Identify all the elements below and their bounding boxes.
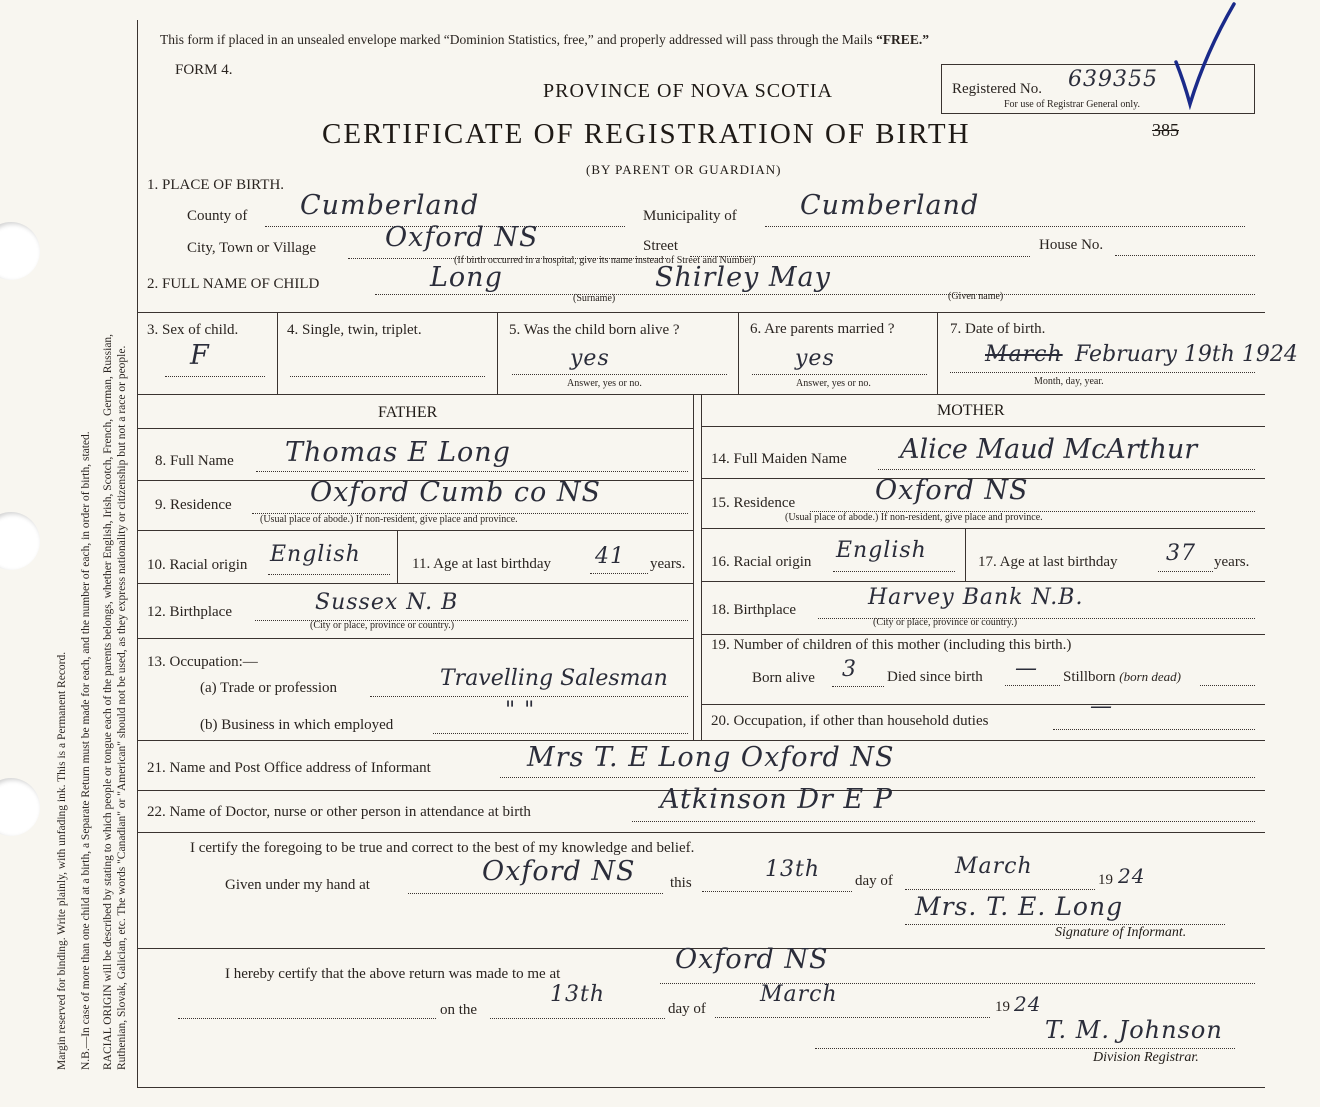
mother-residence-value: Oxford NS (875, 475, 1029, 506)
city-value: Oxford NS (385, 222, 539, 253)
province-heading: PROVINCE OF NOVA SCOTIA (543, 80, 833, 102)
mother-years-label: years. (1214, 554, 1250, 570)
registrar-place-value: Oxford NS (675, 944, 829, 975)
corner-number: 385 (1152, 120, 1179, 140)
row-divider-informant (137, 740, 1265, 741)
mother-name-label: 14. Full Maiden Name (711, 451, 847, 467)
father-trade-line (370, 696, 688, 697)
registrar-month-line (715, 1017, 990, 1018)
form-number: FORM 4. (175, 62, 233, 78)
parents-divider-right (701, 394, 702, 740)
sex-value: F (190, 340, 210, 371)
house-label: House No. (1039, 237, 1104, 253)
plurality-label: 4. Single, twin, triplet. (287, 322, 422, 338)
given-place-value: Oxford NS (482, 856, 636, 887)
plurality-line (290, 376, 485, 377)
margin-note-3: RACIAL ORIGIN will be described by stating to which people or tongue each of the parents belongs, whether English, Irish, Scotch, French, German, Russian, (102, 333, 114, 1070)
registrar-on-the-label: on the (440, 1002, 478, 1018)
cert-year-prefix: 19 (1098, 872, 1113, 888)
dob-label: 7. Date of birth. (950, 321, 1046, 337)
col-divider-4 (497, 312, 498, 394)
col-divider-5 (738, 312, 739, 394)
father-trade-value: Travelling Salesman (440, 666, 668, 691)
registrar-statement: I hereby certify that the above return was made to me at (225, 966, 561, 982)
house-line (1115, 255, 1255, 256)
born-alive-line (512, 374, 727, 375)
mother-occupation-value: — (1090, 694, 1113, 719)
mother-birthplace-label: 18. Birthplace (711, 602, 796, 618)
mother-heading-rule (701, 426, 1265, 427)
cert-day-of-label: day of (855, 873, 893, 889)
surname-caption: (Surname) (573, 293, 616, 304)
informant-signature: Mrs. T. E. Long (915, 892, 1124, 921)
father-age-value: 41 (595, 544, 625, 569)
child-name-label: 2. FULL NAME OF CHILD (147, 276, 320, 292)
father-birthplace-caption: (City or place, province or country.) (310, 620, 455, 631)
father-residence-label: 9. Residence (155, 497, 232, 513)
street-label: Street (643, 238, 678, 254)
dob-line (950, 372, 1255, 373)
father-rule-4 (137, 638, 693, 639)
father-name-line (256, 471, 688, 472)
stillborn-caption: (born dead) (1119, 669, 1182, 684)
county-value: Cumberland (300, 190, 480, 221)
informant-label: 21. Name and Post Office address of Informant (147, 760, 431, 776)
doctor-line (632, 821, 1255, 822)
born-alive-caption: Answer, yes or no. (567, 378, 642, 389)
father-business-line (433, 733, 688, 734)
mother-birthplace-caption: (City or place, province or country.) (873, 617, 1018, 628)
father-age-label: 11. Age at last birthday (412, 556, 551, 572)
father-rule-2 (137, 530, 693, 531)
father-residence-caption: (Usual place of abode.) If non-resident, give place and province. (260, 514, 518, 525)
municipality-line (765, 226, 1245, 227)
father-racial-divider (397, 530, 398, 583)
born-alive-count-label: Born alive (752, 670, 815, 686)
informant-line (500, 777, 1255, 778)
died-since-birth-line (1005, 685, 1060, 686)
cert-day-value: 13th (765, 857, 821, 882)
mother-rule-4 (701, 634, 1265, 635)
informant-value: Mrs T. E Long Oxford NS (527, 742, 895, 773)
father-age-line (590, 573, 648, 574)
given-name-caption: (Given name) (948, 291, 1004, 302)
dob-struck-value: March (985, 342, 1063, 367)
born-alive-count-value: 3 (842, 657, 857, 682)
registrar-note: For use of Registrar General only. (1004, 99, 1140, 110)
mail-note (160, 32, 929, 48)
father-years-label: years. (650, 556, 686, 572)
born-alive-count-line (832, 686, 884, 687)
registered-number: 639355 (1068, 67, 1158, 92)
father-racial-value: English (270, 542, 361, 567)
registrar-signature: T. M. Johnson (1045, 1016, 1223, 1044)
place-of-birth-heading: 1. PLACE OF BIRTH. (147, 177, 285, 193)
mother-name-line (878, 469, 1255, 470)
father-business-label: (b) Business in which employed (200, 717, 394, 733)
father-birthplace-label: 12. Birthplace (147, 604, 232, 620)
check-mark-icon (1170, 0, 1240, 110)
col-divider-6 (937, 312, 938, 394)
mother-heading: MOTHER (937, 402, 1005, 419)
given-under-hand-label: Given under my hand at (225, 877, 370, 893)
died-since-birth-value: — (1015, 656, 1038, 681)
died-since-birth-label: Died since birth (887, 669, 983, 685)
father-name-label: 8. Full Name (155, 453, 234, 469)
informant-signature-caption: Signature of Informant. (1055, 925, 1187, 940)
registered-label: Registered No. (952, 81, 1042, 97)
mother-racial-value: English (836, 538, 927, 563)
registrar-year-value: 24 (1014, 992, 1042, 1016)
row-divider-certify (137, 832, 1265, 833)
stillborn-label (1063, 669, 1181, 686)
registrar-year-prefix: 19 (995, 999, 1010, 1015)
this-label: this (670, 875, 692, 891)
row-divider-top (137, 312, 1265, 313)
frame-left (137, 20, 138, 1088)
cert-month-line (905, 889, 1095, 890)
born-alive-value: yes (570, 346, 610, 371)
dob-caption: Month, day, year. (1034, 376, 1104, 387)
cert-day-line (702, 891, 852, 892)
municipality-label: Municipality of (643, 208, 737, 224)
mother-racial-label: 16. Racial origin (711, 554, 812, 570)
mail-note-free: “FREE.” (876, 32, 929, 47)
registrar-day-of-label: day of (668, 1001, 706, 1017)
col-divider-3 (277, 312, 278, 394)
father-birthplace-value: Sussex N. B (315, 590, 459, 615)
father-heading: FATHER (378, 404, 438, 421)
sex-label: 3. Sex of child. (147, 322, 239, 338)
father-occupation-label: 13. Occupation:— (147, 654, 258, 670)
certificate-title: CERTIFICATE OF REGISTRATION OF BIRTH (322, 118, 971, 150)
county-label: County of (187, 208, 248, 224)
mail-note-text: This form if placed in an unsealed envelope marked “Dominion Statistics, free,” and properly addressed will pass through the Mails (160, 32, 877, 47)
city-label: City, Town or Village (187, 240, 317, 256)
parents-married-caption: Answer, yes or no. (796, 378, 871, 389)
parents-divider-left (693, 394, 694, 740)
registrar-signature-line (815, 1048, 1235, 1049)
mother-rule-3 (701, 581, 1265, 582)
registrar-signature-caption: Division Registrar. (1093, 1050, 1199, 1065)
child-name-line (375, 294, 1255, 295)
parents-married-line (752, 374, 927, 375)
mother-birthplace-value: Harvey Bank N.B. (868, 585, 1084, 610)
dob-value: February 19th 1924 (1075, 342, 1298, 367)
father-racial-label: 10. Racial origin (147, 557, 248, 573)
margin-note-4: Ruthenian, Slovak, Galician, etc. The words "Canadian" or "American" should not be used, as they express nationality or citizenship but not a race or people. (116, 345, 128, 1070)
mother-rule-5 (701, 704, 1265, 705)
father-name-value: Thomas E Long (285, 437, 511, 468)
binding-hole-middle (0, 512, 40, 570)
mother-racial-line (833, 571, 955, 572)
registrar-month-value: March (760, 982, 838, 1007)
stillborn-line (1200, 685, 1255, 686)
mother-age-line (1158, 571, 1213, 572)
mother-residence-label: 15. Residence (711, 495, 796, 511)
binding-hole-top (0, 222, 40, 280)
mother-children-label: 19. Number of children of this mother (including this birth.) (711, 637, 1072, 653)
hospital-note: (If birth occurred in a hospital, give its name instead of Street and Number) (454, 255, 756, 266)
parents-married-label: 6. Are parents married ? (750, 321, 895, 337)
stillborn-label-text: Stillborn (1063, 669, 1116, 685)
mother-age-label: 17. Age at last birthday (978, 554, 1118, 570)
mother-residence-caption: (Usual place of abode.) If non-resident, give place and province. (785, 512, 1043, 523)
registrar-lead-line (178, 1018, 436, 1019)
child-given-name: Shirley May (655, 262, 831, 293)
father-trade-label: (a) Trade or profession (200, 680, 338, 696)
given-place-line (408, 893, 663, 894)
certification-statement: I certify the foregoing to be true and correct to the best of my knowledge and belief. (190, 840, 695, 856)
mother-racial-divider (965, 528, 966, 581)
father-residence-value: Oxford Cumb co NS (310, 477, 601, 508)
mother-rule-2 (701, 528, 1265, 529)
child-surname: Long (430, 262, 503, 293)
binding-hole-bottom (0, 778, 40, 836)
municipality-value: Cumberland (800, 190, 980, 221)
parents-married-value: yes (795, 346, 835, 371)
born-alive-label: 5. Was the child born alive ? (509, 322, 680, 338)
frame-bottom (137, 1087, 1265, 1088)
registrar-place-line (660, 983, 1255, 984)
certificate-subtitle: (BY PARENT OR GUARDIAN) (586, 162, 782, 177)
registrar-day-value: 13th (550, 982, 606, 1007)
father-rule-3 (137, 583, 693, 584)
mother-name-value: Alice Maud McArthur (900, 434, 1198, 465)
registrar-day-line (490, 1018, 665, 1019)
margin-note-1: Margin reserved for binding. Write plainly, with unfading ink. This is a Permanent Record. (56, 651, 68, 1070)
mother-occupation-label: 20. Occupation, if other than household duties (711, 713, 989, 729)
doctor-value: Atkinson Dr E P (660, 784, 893, 815)
father-heading-rule (137, 428, 693, 429)
mother-occupation-line (1053, 729, 1255, 730)
father-racial-line (268, 574, 390, 575)
sex-line (165, 376, 265, 377)
father-business-value: " " (505, 698, 536, 723)
doctor-label: 22. Name of Doctor, nurse or other person in attendance at birth (147, 804, 531, 820)
cert-month-value: March (955, 854, 1033, 879)
cert-year-value: 24 (1118, 864, 1146, 888)
mother-age-value: 37 (1166, 541, 1196, 566)
margin-note-2: N.B.—In case of more than one child at a birth, a Separate Return must be made for each, and the number of each, in order of birth, stated. (80, 431, 92, 1070)
